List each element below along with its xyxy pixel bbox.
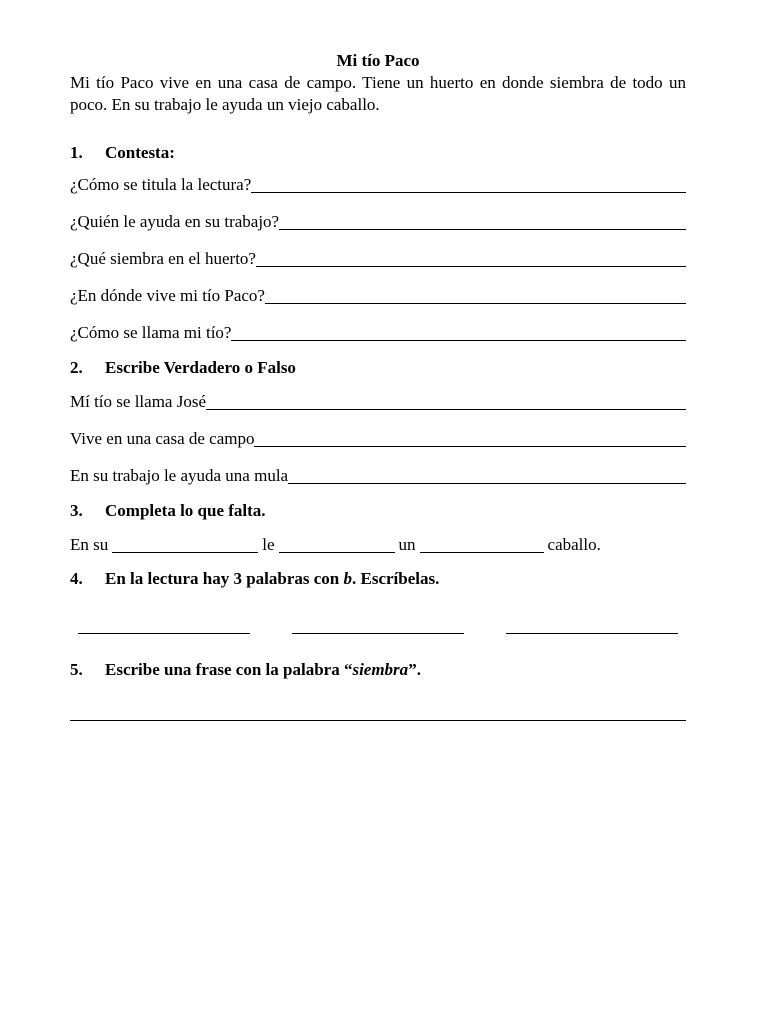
statement-text: En su trabajo le ayuda una mula bbox=[70, 466, 289, 485]
section-number: 2. bbox=[70, 358, 83, 377]
section-4-heading bbox=[70, 568, 686, 590]
heading-pre: En la lectura hay 3 palabras con bbox=[105, 569, 344, 588]
answer-blank[interactable] bbox=[256, 250, 686, 267]
section-number: 1. bbox=[70, 143, 83, 162]
fill-blank[interactable] bbox=[420, 536, 544, 553]
answer-blank[interactable] bbox=[206, 393, 686, 410]
sentence-blank[interactable] bbox=[70, 719, 686, 721]
question-text: ¿Cómo se titula la lectura? bbox=[70, 175, 252, 194]
word-blank[interactable] bbox=[506, 632, 678, 634]
fill-blank[interactable] bbox=[112, 536, 258, 553]
question-text: ¿Quién le ayuda en su trabajo? bbox=[70, 212, 280, 231]
word-blanks-row bbox=[70, 615, 686, 637]
question-text: ¿En dónde vive mi tío Paco? bbox=[70, 286, 265, 305]
intro-paragraph: Mi tío Paco vive en una casa de campo. Tiene un huerto en donde siembra de todo un poco. En su trabajo le ayuda un viejo caballo. bbox=[70, 73, 686, 114]
title-row bbox=[70, 50, 686, 72]
fill-text: En su bbox=[70, 535, 109, 554]
statement-text: Mí tío se llama José bbox=[70, 392, 206, 411]
section-5-heading bbox=[70, 659, 686, 681]
fill-text: un bbox=[398, 535, 416, 554]
question-row bbox=[70, 322, 686, 344]
fill-in-row bbox=[70, 534, 686, 556]
answer-blank[interactable] bbox=[279, 213, 686, 230]
statement-row bbox=[70, 428, 686, 450]
answer-blank[interactable] bbox=[265, 287, 686, 304]
question-text: ¿Qué siembra en el huerto? bbox=[70, 249, 256, 268]
section-heading bbox=[105, 568, 439, 590]
answer-blank[interactable] bbox=[288, 467, 686, 484]
statement-row bbox=[70, 391, 686, 413]
section-1-heading bbox=[70, 142, 686, 164]
sentence-blank-row bbox=[70, 719, 686, 721]
intro-paragraph-container bbox=[70, 72, 686, 116]
section-number: 3. bbox=[70, 501, 83, 520]
heading-post: ”. bbox=[408, 660, 421, 679]
question-row bbox=[70, 248, 686, 270]
statement-text: Vive en una casa de campo bbox=[70, 429, 255, 448]
fill-blank[interactable] bbox=[279, 536, 395, 553]
section-heading bbox=[105, 659, 421, 681]
word-blank[interactable] bbox=[292, 632, 464, 634]
section-2-heading bbox=[70, 357, 686, 379]
statement-row bbox=[70, 465, 686, 487]
fill-text: le bbox=[262, 535, 275, 554]
word-blank[interactable] bbox=[78, 632, 250, 634]
question-row bbox=[70, 174, 686, 196]
section-heading: Contesta: bbox=[105, 143, 175, 162]
answer-blank[interactable] bbox=[251, 176, 686, 193]
question-row bbox=[70, 285, 686, 307]
section-number: 4. bbox=[70, 569, 83, 588]
section-3-heading bbox=[70, 500, 686, 522]
page-title: Mi tío Paco bbox=[336, 51, 420, 70]
heading-pre: Escribe una frase con la palabra “ bbox=[105, 660, 353, 679]
section-number: 5. bbox=[70, 660, 83, 679]
section-heading: Escribe Verdadero o Falso bbox=[105, 358, 296, 377]
answer-blank[interactable] bbox=[231, 324, 686, 341]
heading-emphasis: b bbox=[343, 569, 352, 588]
heading-emphasis: siembra bbox=[352, 660, 409, 679]
question-text: ¿Cómo se llama mi tío? bbox=[70, 323, 232, 342]
section-heading: Completa lo que falta. bbox=[105, 501, 266, 520]
question-row bbox=[70, 211, 686, 233]
fill-text: caballo. bbox=[547, 535, 601, 554]
answer-blank[interactable] bbox=[254, 430, 686, 447]
heading-post: . Escríbelas. bbox=[352, 569, 440, 588]
